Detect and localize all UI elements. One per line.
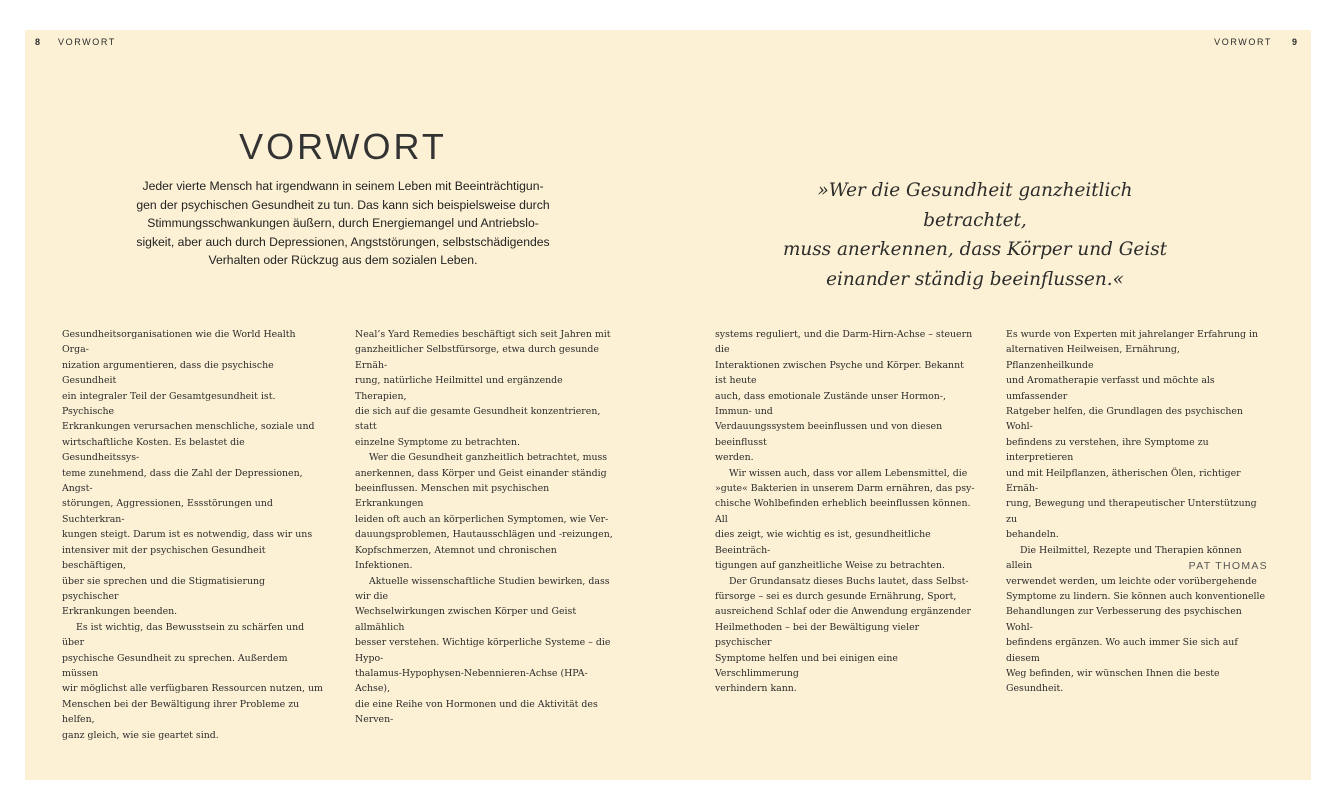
body-line: systems reguliert, und die Darm-Hirn-Achse – steuern die xyxy=(715,329,973,356)
body-line: Ratgeber helfen, die Grundlagen des psychischen Wohl- xyxy=(1006,406,1243,433)
body-column-3 xyxy=(715,327,977,697)
body-paragraph xyxy=(62,327,324,620)
body-line: wir möglichst alle verfügbaren Ressourcen nutzen, um xyxy=(62,683,323,695)
body-line: teme zunehmend, dass die Zahl der Depressionen, Angst- xyxy=(62,467,303,495)
body-paragraph xyxy=(62,620,324,743)
body-line: rung, Bewegung und therapeutischer Unterstützung zu xyxy=(1006,498,1257,525)
quote-line: muss anerkennen, dass Körper und Geist xyxy=(782,239,1168,260)
intro-line: Jeder vierte Mensch hat irgendwann in seinem Leben mit Beeinträchtigun- xyxy=(142,179,544,193)
running-head-title-left: VORWORT xyxy=(58,37,116,47)
body-line: befindens zu verstehen, ihre Symptome zu interpretieren xyxy=(1006,436,1209,464)
body-line: Der Grundansatz dieses Buchs lautet, dass Selbst- xyxy=(729,575,969,587)
quote-line: einander ständig beeinflussen.« xyxy=(826,268,1124,290)
body-line: verwendet werden, um leichte oder vorübergehende xyxy=(1006,575,1257,587)
body-line: Erkrankungen beenden. xyxy=(62,606,178,618)
body-line: psychische Gesundheit zu sprechen. Außerdem müssen xyxy=(62,652,288,679)
body-line: leiden oft auch an körperlichen Symptomen, wie Ver- xyxy=(355,513,609,525)
body-line: über sie sprechen und die Stigmatisierung psychischer xyxy=(62,575,266,602)
body-line: Behandlungen zur Verbesserung des psychischen Wohl- xyxy=(1006,606,1242,633)
body-line: Wer die Gesundheit ganzheitlich betrachtet, muss xyxy=(369,452,608,464)
body-line: wirtschaftliche Kosten. Es belastet die Gesundheitssys- xyxy=(62,436,245,464)
body-paragraph xyxy=(1006,327,1268,543)
body-line: kungen steigt. Darum ist es notwendig, dass wir uns xyxy=(62,529,313,541)
body-line: »gute« Bakterien in unserem Darm ernähren, das psy- xyxy=(715,483,975,495)
pull-quote xyxy=(765,176,1185,294)
body-column-4 xyxy=(1006,327,1268,697)
body-line: und Aromatherapie verfasst und möchte als umfassender xyxy=(1006,375,1215,402)
body-line: Symptome zu lindern. Sie können auch konventionelle xyxy=(1006,590,1266,602)
body-paragraph xyxy=(355,574,617,728)
body-line: alternativen Heilweisen, Ernährung, Pflanzenheilkunde xyxy=(1006,344,1180,371)
body-line: Es wurde von Experten mit jahrelanger Erfahrung in xyxy=(1006,329,1258,340)
body-column-2 xyxy=(355,327,617,728)
body-paragraph xyxy=(715,466,977,574)
body-line: behandeln. xyxy=(1006,529,1059,541)
body-line: Weg befinden, wir wünschen Ihnen die beste Gesundheit. xyxy=(1006,667,1220,695)
body-line: die sich auf die gesamte Gesundheit konzentrieren, statt xyxy=(355,406,601,433)
quote-line: »Wer die Gesundheit ganzheitlich betrachtet, xyxy=(817,180,1133,231)
body-line: dies zeigt, wie wichtig es ist, gesundheitliche Beeinträch- xyxy=(715,529,931,556)
page-number-right: 9 xyxy=(1291,37,1297,47)
body-column-1 xyxy=(62,327,324,743)
chapter-title: VORWORT xyxy=(239,126,447,167)
body-line: ganz gleich, wie sie geartet sind. xyxy=(62,729,219,741)
body-line: Kopfschmerzen, Atemnot und chronischen Infektionen. xyxy=(355,544,557,572)
intro-line: Verhalten oder Rückzug aus dem sozialen Leben. xyxy=(208,253,478,267)
body-line: rung, natürliche Heilmittel und ergänzende Therapien, xyxy=(355,375,563,402)
body-line: störungen, Aggressionen, Essstörungen und Suchterkran- xyxy=(62,498,273,525)
running-head-right xyxy=(1214,37,1297,47)
body-line: Symptome helfen und bei einigen eine Verschlimmerung xyxy=(715,652,898,679)
body-line: Es ist wichtig, das Bewusstsein zu schärfen und über xyxy=(62,621,305,649)
body-line: Gesundheitsorganisationen wie die World Health Orga- xyxy=(62,329,296,356)
intro-paragraph xyxy=(123,177,563,270)
body-line: verhindern kann. xyxy=(715,683,797,695)
body-line: ausreichend Schlaf oder die Anwendung ergänzender xyxy=(715,606,971,618)
body-line: und mit Heilpflanzen, ätherischen Ölen, richtiger Ernäh- xyxy=(1006,467,1241,495)
body-line: Interaktionen zwischen Psyche und Körper. Bekannt ist heute xyxy=(715,359,964,387)
book-spread xyxy=(25,30,1311,780)
running-head-left xyxy=(35,37,116,47)
body-line: anerkennen, dass Körper und Geist einander ständig xyxy=(355,467,607,479)
body-line: einzelne Symptome zu betrachten. xyxy=(355,436,521,448)
body-line: thalamus-Hypophysen-Nebennieren-Achse (HPA-Achse), xyxy=(355,667,588,695)
body-line: Wechselwirkungen zwischen Körper und Geist allmählich xyxy=(355,606,577,633)
body-line: beeinflussen. Menschen mit psychischen Erkrankungen xyxy=(355,483,550,510)
body-line: auch, dass emotionale Zustände unser Hormon-, Immun- und xyxy=(715,390,946,418)
body-paragraph xyxy=(715,327,977,466)
body-line: chische Wohlbefinden erheblich beeinflussen können. All xyxy=(715,498,971,525)
intro-line: Stimmungsschwankungen äußern, durch Energiemangel und Antriebslo- xyxy=(147,216,539,230)
running-head-title-right: VORWORT xyxy=(1214,37,1272,47)
body-line: intensiver mit der psychischen Gesundheit beschäftigen, xyxy=(62,544,266,572)
body-line: befindens ergänzen. Wo auch immer Sie sich auf diesem xyxy=(1006,637,1238,664)
body-line: tigungen auf ganzheitliche Weise zu betrachten. xyxy=(715,560,945,572)
body-line: die eine Reihe von Hormonen und die Aktivität des Nerven- xyxy=(355,698,598,726)
intro-line: sigkeit, aber auch durch Depressionen, Angststörungen, selbstschädigendes xyxy=(136,234,550,249)
body-line: Heilmethoden – bei der Bewältigung vieler psychischer xyxy=(715,621,920,649)
body-line: werden. xyxy=(715,452,754,464)
body-line: ein integraler Teil der Gesamtgesundheit ist. Psychische xyxy=(62,390,276,418)
intro-line: gen der psychischen Gesundheit zu tun. Das kann sich beispielsweise durch xyxy=(136,197,550,212)
body-line: Die Heilmittel, Rezepte und Therapien können allein xyxy=(1006,544,1242,572)
body-line: Erkrankungen verursachen menschliche, soziale und xyxy=(62,421,315,433)
body-line: ganzheitlicher Selbstfürsorge, etwa durch gesunde Ernäh- xyxy=(355,344,599,371)
body-paragraph xyxy=(715,574,977,697)
body-line: Verdauungssystem beeinflussen und von diesen beeinflusst xyxy=(715,421,943,448)
body-line: dauungsproblemen, Hautausschlägen und -reizungen, xyxy=(355,529,613,541)
body-paragraph xyxy=(355,327,617,450)
body-line: Aktuelle wissenschaftliche Studien bewirken, dass wir die xyxy=(355,575,610,602)
body-line: Neal’s Yard Remedies beschäftigt sich seit Jahren mit xyxy=(355,329,611,340)
body-line: nization argumentieren, dass die psychische Gesundheit xyxy=(62,359,274,387)
author-signature: PAT THOMAS xyxy=(1188,560,1268,572)
body-paragraph xyxy=(355,450,617,573)
body-line: fürsorge – sei es durch gesunde Ernährung, Sport, xyxy=(715,590,957,602)
body-line: Menschen bei der Bewältigung ihrer Probleme zu helfen, xyxy=(62,698,300,726)
page-number-left: 8 xyxy=(35,37,41,47)
body-line: Wir wissen auch, dass vor allem Lebensmittel, die xyxy=(729,467,968,479)
body-line: besser verstehen. Wichtige körperliche Systeme – die Hypo- xyxy=(355,637,611,664)
